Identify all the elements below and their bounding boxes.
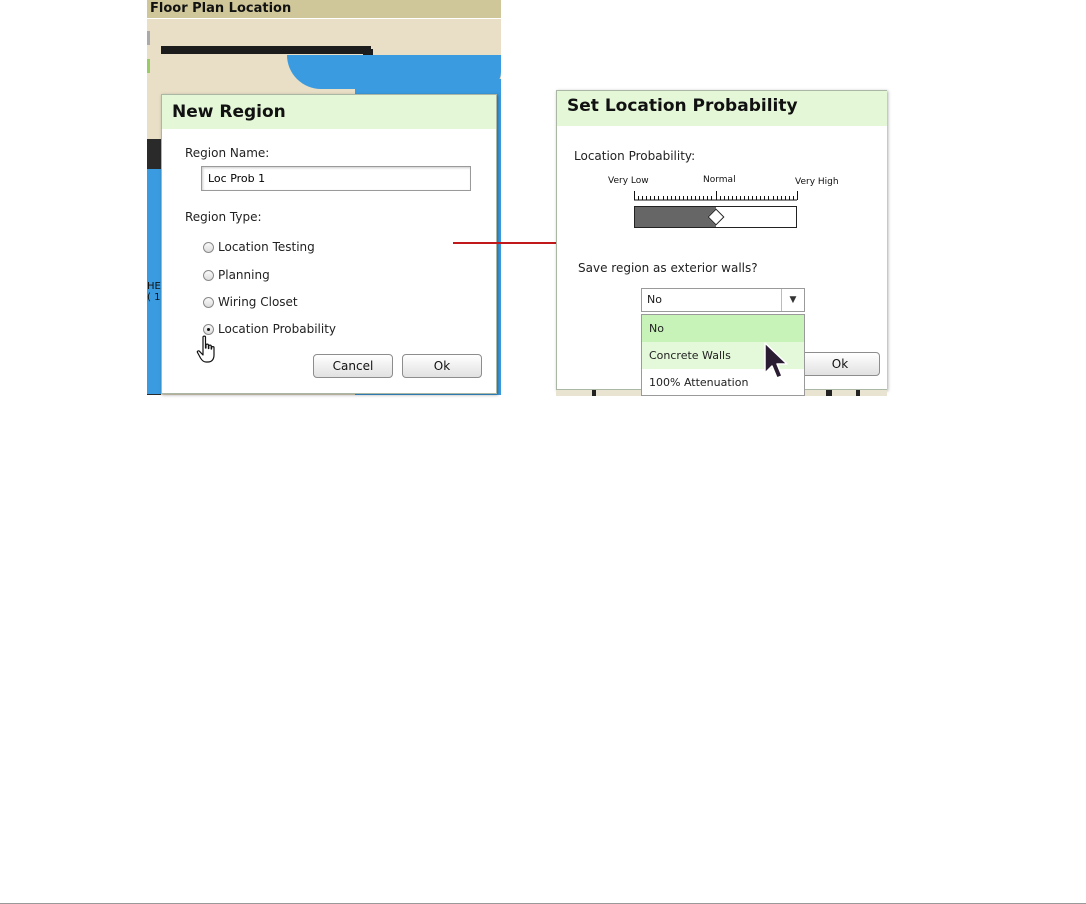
floor-plan-mark: HE [147,281,161,292]
region-name-label: Region Name: [185,146,270,160]
floor-plan-marks [147,281,161,303]
new-region-title: New Region [162,95,496,129]
floor-plan-edge [147,31,150,45]
radio-label: Planning [218,268,270,282]
floor-plan-wall [592,390,596,396]
location-probability-label: Location Probability: [574,149,696,163]
radio-button-checked[interactable] [203,324,214,335]
radio-location-testing[interactable] [203,240,315,254]
radio-button[interactable] [203,242,214,253]
select-value: No [647,293,662,306]
scale-label-very-low: Very Low [608,176,649,186]
new-region-dialog [161,94,497,394]
exterior-walls-select[interactable] [641,288,805,312]
radio-label: Wiring Closet [218,295,298,309]
radio-label: Location Testing [218,240,315,254]
exterior-walls-question: Save region as exterior walls? [578,261,758,275]
radio-button[interactable] [203,297,214,308]
dropdown-option-concrete-walls[interactable]: Concrete Walls [642,342,804,369]
radio-button[interactable] [203,270,214,281]
dropdown-option-no[interactable]: No [642,315,804,342]
floor-plan-edge [147,59,150,73]
ok-button[interactable]: Ok [402,354,482,378]
hand-pointer-icon [196,335,220,365]
slider-fill [635,207,716,227]
dropdown-option-100-attenuation[interactable]: 100% Attenuation [649,376,749,389]
floor-plan-mark: ( 1 [147,292,161,303]
scale-label-normal: Normal [703,175,736,185]
floor-plan-header [147,0,501,18]
floor-plan-wall [856,390,860,396]
arrow-cursor-icon [762,341,792,383]
dropdown-arrow-icon[interactable]: ▼ [781,289,804,311]
region-name-input[interactable] [201,166,471,191]
region-type-label: Region Type: [185,210,262,224]
probability-dialog-title: Set Location Probability [557,91,887,126]
scale-label-very-high: Very High [795,177,839,187]
floor-plan-wall [161,46,371,54]
radio-location-probability[interactable] [203,322,336,336]
cancel-button[interactable]: Cancel [313,354,393,378]
radio-wiring-closet[interactable] [203,295,298,309]
floor-plan-wall [826,390,832,396]
slider-ticks [634,189,798,203]
radio-label: Location Probability [218,322,337,336]
ok-button-probability[interactable]: Ok [800,352,880,376]
radio-planning[interactable] [203,268,270,282]
floor-plan-title: Floor Plan Location [150,1,292,16]
probability-slider[interactable] [634,206,797,228]
